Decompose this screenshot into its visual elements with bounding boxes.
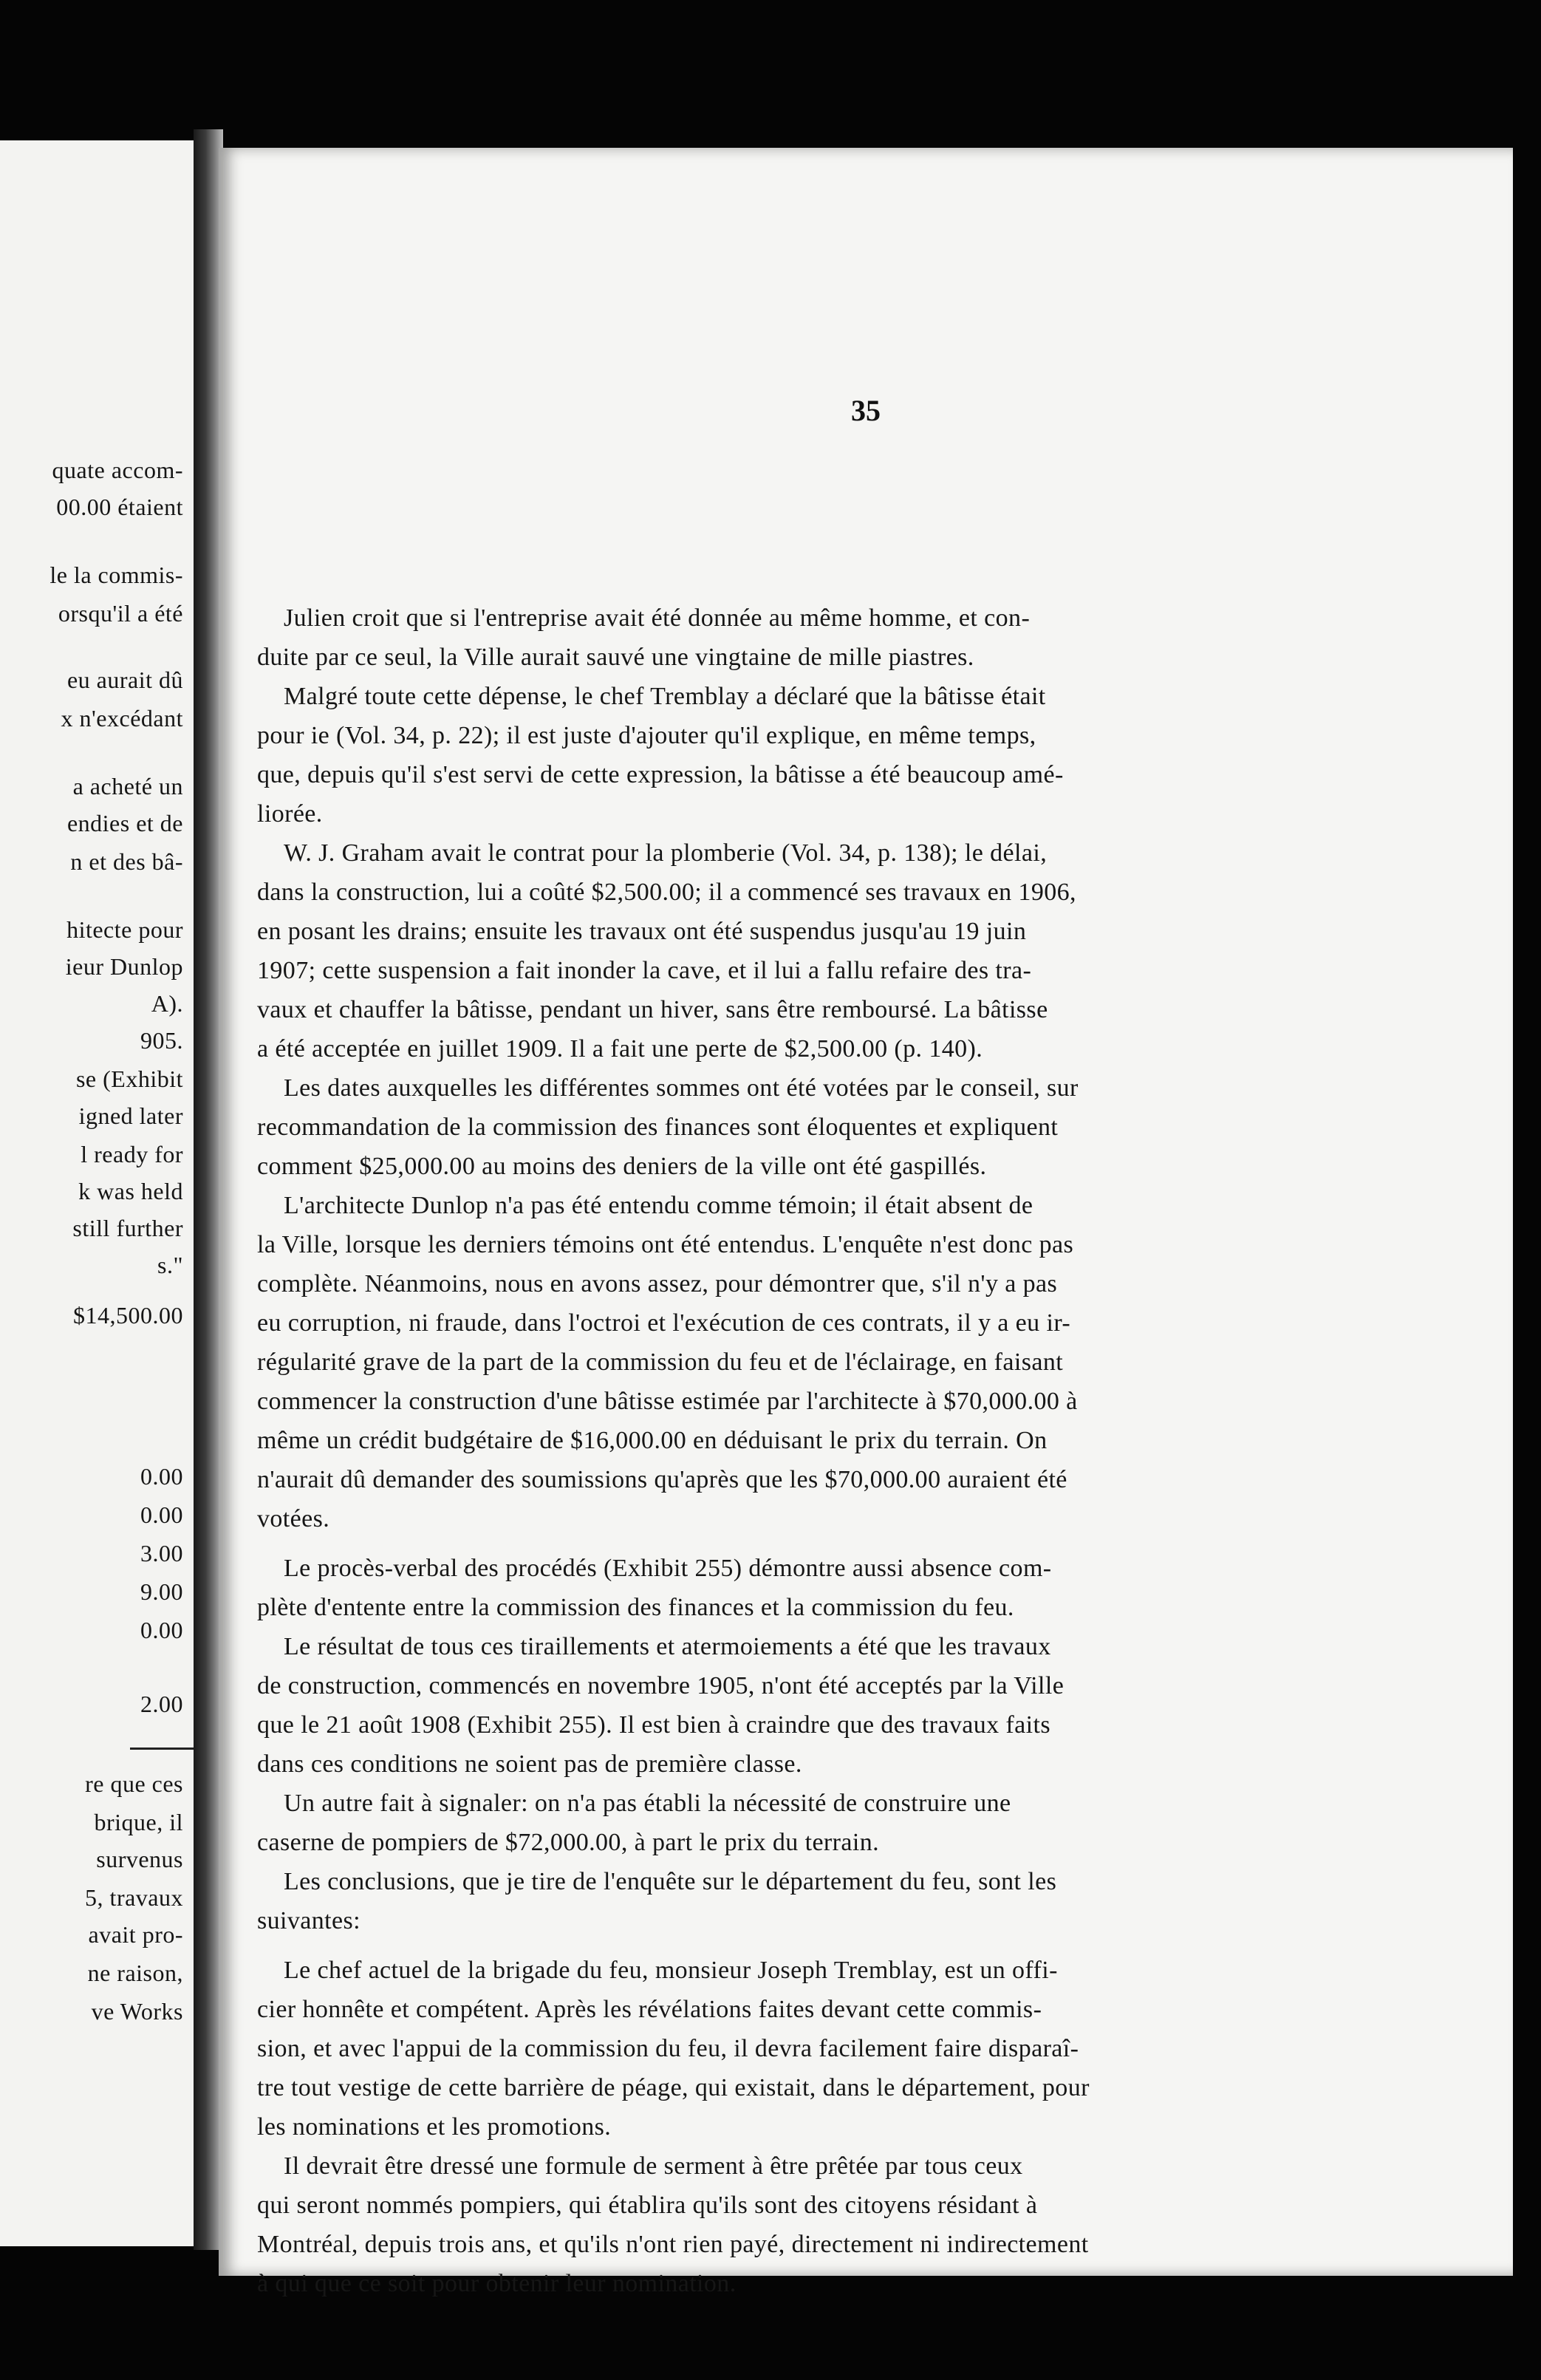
left-fragment: brique, il [94, 1809, 183, 1835]
text-line: eu corruption, ni fraude, dans l'octroi et l'exécution de ces contrats, il y a eu ir- [257, 1309, 1071, 1337]
text-line: Les conclusions, que je tire de l'enquête sur le département du feu, sont les [284, 1868, 1057, 1895]
left-fragment: a acheté un [72, 773, 183, 799]
text-line: pour ie (Vol. 34, p. 22); il est juste d'ajouter qu'il explique, en même temps, [257, 722, 1036, 749]
text-line: Il devrait être dressé une formule de serment à être prêtée par tous ceux [284, 2152, 1023, 2180]
left-fragment: quate accom- [52, 457, 183, 483]
text-line: plète d'entente entre la commission des finances et la commission du feu. [257, 1594, 1014, 1621]
left-fragment: 5, travaux [85, 1884, 183, 1911]
left-fragment: 905. [140, 1027, 183, 1054]
text-line: duite par ce seul, la Ville aurait sauvé une vingtaine de mille piastres. [257, 644, 974, 671]
left-fragment: ve Works [91, 1998, 183, 2025]
left-fragment: k was held [78, 1178, 183, 1204]
left-fragment: 0.00 [140, 1617, 183, 1643]
left-fragment: x n'excédant [61, 705, 183, 732]
left-fragment: avait pro- [88, 1921, 183, 1948]
text-line: qui seront nommés pompiers, qui établira qu'ils sont des citoyens résidant à [257, 2192, 1038, 2219]
text-line: vaux et chauffer la bâtisse, pendant un hiver, sans être remboursé. La bâtisse [257, 996, 1048, 1023]
text-line: recommandation de la commission des finances sont éloquentes et expliquent [257, 1114, 1059, 1141]
facing-page-edge [0, 140, 194, 2246]
page-number: 35 [851, 394, 881, 427]
left-fragment: s." [157, 1252, 183, 1278]
text-line: Les dates auxquelles les différentes sommes ont été votées par le conseil, sur [284, 1074, 1079, 1102]
left-fragment: survenus [96, 1846, 183, 1872]
left-fragment: endies et de [66, 810, 183, 836]
text-line: W. J. Graham avait le contrat pour la plomberie (Vol. 34, p. 138); le délai, [284, 839, 1048, 867]
text-line: même un crédit budgétaire de $16,000.00 en déduisant le prix du terrain. On [257, 1427, 1048, 1454]
left-fragment: igned later [78, 1102, 183, 1129]
left-sum-rule [130, 1748, 194, 1750]
left-fragment: orsqu'il a été [58, 600, 183, 627]
left-fragment: ieur Dunlop [65, 953, 183, 980]
text-line: tre tout vestige de cette barrière de péage, qui existait, dans le département, pour [257, 2074, 1090, 2101]
text-line: Montréal, depuis trois ans, et qu'ils n'ont rien payé, directement ni indirectement [257, 2231, 1089, 2258]
text-line: votées. [257, 1505, 330, 1532]
text-line: Julien croit que si l'entreprise avait été donnée au même homme, et con- [284, 604, 1031, 632]
text-line: que, depuis qu'il s'est servi de cette expression, la bâtisse a été beaucoup amé- [257, 761, 1064, 788]
text-line: les nominations et les promotions. [257, 2113, 612, 2141]
text-line: Le résultat de tous ces tiraillements et atermoiements a été que les travaux [284, 1633, 1051, 1660]
text-line: en posant les drains; ensuite les travaux ont été suspendus jusqu'au 19 juin [257, 918, 1027, 945]
text-line: liorée. [257, 800, 323, 828]
text-line: L'architecte Dunlop n'a pas été entendu comme témoin; il était absent de [284, 1192, 1033, 1219]
text-line: la Ville, lorsque les derniers témoins ont été entendus. L'enquête n'est donc pas [257, 1231, 1074, 1258]
left-fragment: se (Exhibit [75, 1065, 183, 1092]
text-line: 1907; cette suspension a fait inonder la cave, et il lui a fallu refaire des tra- [257, 957, 1032, 984]
text-line: à qui que ce soit pour obtenir leur nomination. [257, 2270, 737, 2297]
text-line: n'aurait dû demander des soumissions qu'après que les $70,000.00 auraient été [257, 1466, 1067, 1493]
left-fragment: re que ces [85, 1770, 183, 1797]
page [219, 148, 1513, 2297]
left-fragment: 9.00 [140, 1578, 183, 1605]
left-fragment: eu aurait dû [66, 666, 183, 693]
left-fragment: still further [72, 1215, 183, 1241]
text-line: régularité grave de la part de la commission du feu et de l'éclairage, en faisant [257, 1348, 1064, 1376]
text-line: dans la construction, lui a coûté $2,500.00; il a commencé ses travaux en 1906, [257, 879, 1076, 906]
text-line: sion, et avec l'appui de la commission du feu, il devra facilement faire disparaî- [257, 2035, 1079, 2062]
text-line: Malgré toute cette dépense, le chef Tremblay a déclaré que la bâtisse était [284, 683, 1046, 710]
text-line: comment $25,000.00 au moins des deniers de la ville ont été gaspillés. [257, 1153, 987, 1180]
left-fragment: 2.00 [140, 1691, 183, 1717]
text-line: dans ces conditions ne soient pas de première classe. [257, 1750, 802, 1778]
text-line: complète. Néanmoins, nous en avons assez, pour démontrer que, s'il n'y a pas [257, 1270, 1058, 1298]
text-line: Le chef actuel de la brigade du feu, monsieur Joseph Tremblay, est un offi- [284, 1957, 1058, 1984]
text-line: commencer la construction d'une bâtisse estimée par l'architecte à $70,000.00 à [257, 1388, 1078, 1415]
left-fragment: ne raison, [87, 1960, 183, 1986]
text-line: de construction, commencés en novembre 1905, n'ont été acceptés par la Ville [257, 1672, 1065, 1699]
text-line: a été acceptée en juillet 1909. Il a fait une perte de $2,500.00 (p. 140). [257, 1035, 983, 1063]
text-line: suivantes: [257, 1907, 361, 1934]
left-fragment: $14,500.00 [73, 1302, 183, 1329]
left-fragment: le la commis- [49, 562, 183, 588]
left-fragment: 0.00 [140, 1463, 183, 1490]
left-fragment: 0.00 [140, 1501, 183, 1528]
text-line: Un autre fait à signaler: on n'a pas établi la nécessité de construire une [284, 1790, 1011, 1817]
left-fragment: 3.00 [140, 1540, 183, 1566]
left-fragment: A). [151, 990, 183, 1017]
left-fragment: n et des bâ- [70, 848, 183, 875]
text-line: cier honnête et compétent. Après les révélations faites devant cette commis- [257, 1996, 1042, 2023]
left-fragment: 00.00 étaient [56, 494, 183, 520]
text-line: que le 21 août 1908 (Exhibit 255). Il est bien à craindre que des travaux faits [257, 1711, 1050, 1739]
text-line: Le procès-verbal des procédés (Exhibit 255) démontre aussi absence com- [284, 1555, 1052, 1582]
left-fragment: l ready for [81, 1141, 183, 1167]
left-fragment: hitecte pour [66, 916, 183, 943]
text-line: caserne de pompiers de $72,000.00, à part le prix du terrain. [257, 1829, 880, 1856]
